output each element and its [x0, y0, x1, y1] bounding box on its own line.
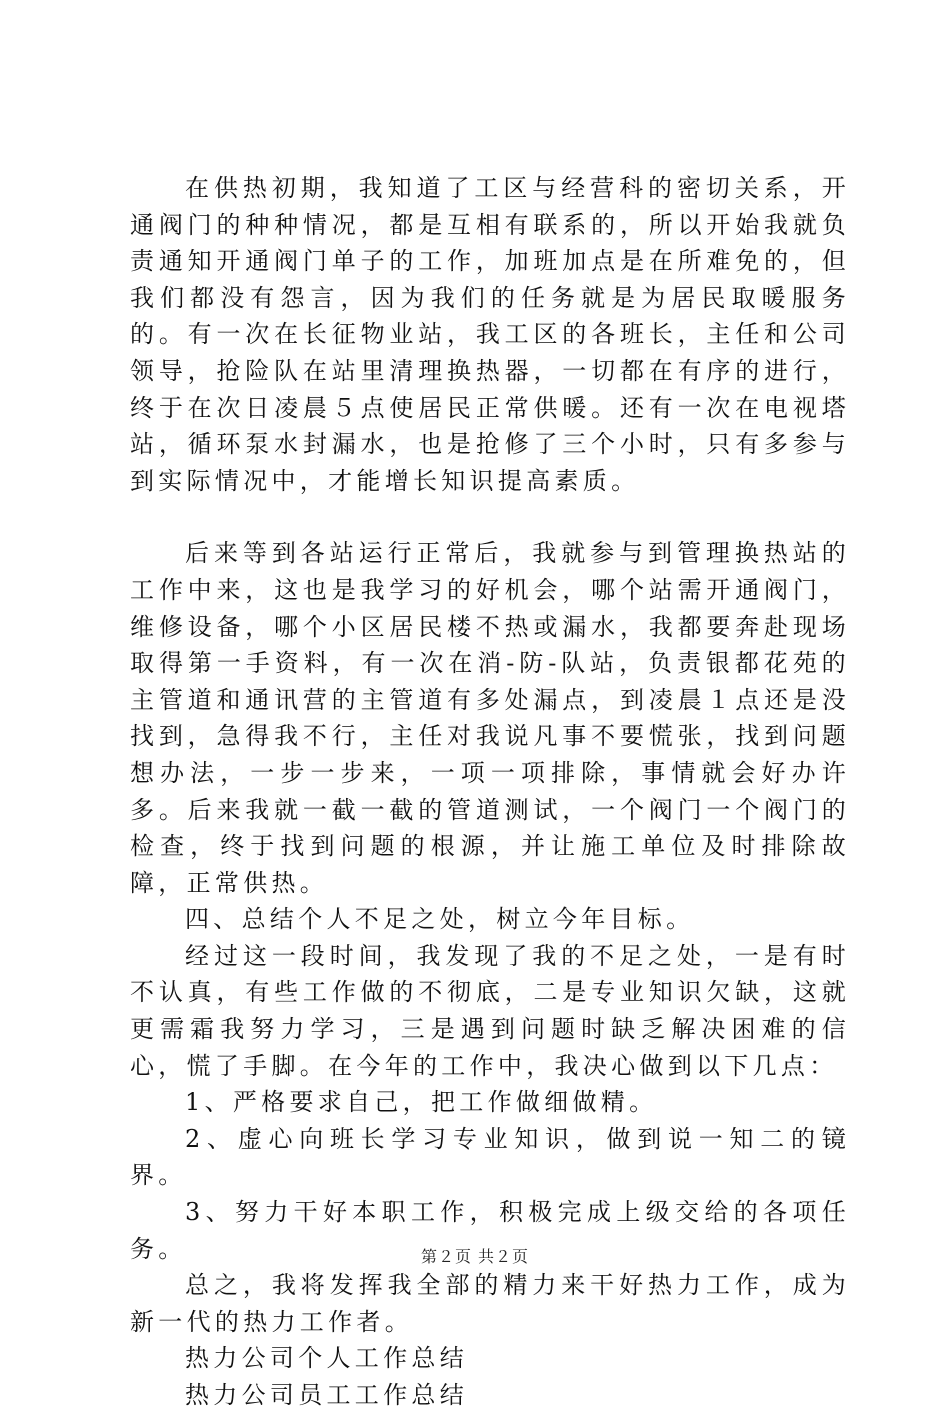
goal-item-2: 2、虚心向班长学习专业知识，做到说一知二的镜界。 — [130, 1124, 850, 1190]
goal-item-3: 3、努力干好本职工作，积极完成上级交给的各项任务。 — [130, 1198, 850, 1263]
section-heading-shortcomings: 四、总结个人不足之处，树立今年目标。 — [185, 905, 695, 934]
paragraph-station-management: 后来等到各站运行正常后，我就参与到管理换热站的工作中来，这也是我学习的好机会，哪个站需开通阀门，维修设备，哪个小区居民楼不热或漏水，我都要奔赴现场取得第一手资料，有一次在消-防-队站，负责银都花苑的主管道和通讯营的主管道有多处漏点，到凌晨１点还是没找到，急得我不行，主任对我说凡事不要慌张，找到问题想办法，一步一步来，一项一项排除，事情就会好办许多。后来我就一截一截的管道测试，一个阀门一个阀门的检查，终于找到问题的根源，并让施工单位及时排除故障，正常供热。 — [130, 539, 850, 897]
document-body — [130, 170, 850, 1414]
paragraph-conclusion: 总之，我将发挥我全部的精力来干好热力工作，成为新一代的热力工作者。 — [130, 1271, 850, 1336]
page-number-footer: 第２页 共２页 — [420, 1247, 530, 1266]
related-title-1: 热力公司个人工作总结 — [185, 1344, 468, 1373]
paragraph-shortcomings: 经过这一段时间，我发现了我的不足之处，一是有时不认真，有些工作做的不彻底，二是专业知识欠缺，这就更需霜我努力学习，三是遇到问题时缺乏解决困难的信心，慌了手脚。在今年的工作中，我决心做到以下几点： — [130, 941, 850, 1080]
paragraph-heating-initial: 在供热初期，我知道了工区与经营科的密切关系，开通阀门的种种情况，都是互相有联系的，所以开始我就负责通知开通阀门单子的工作，加班加点是在所难免的，但我们都没有怨言，因为我们的任务就是为居民取暖服务的。有一次在长征物业站，我工区的各班长，主任和公司领导，抢险队在站里清理换热器，一切都在有序的进行，终于在次日凌晨５点使居民正常供暖。还有一次在电视塔站，循环泵水封漏水，也是抢修了三个小时，只有多参与到实际情况中，才能增长知识提高素质。 — [130, 174, 850, 495]
goal-item-1: 1、严格要求自己，把工作做细做精。 — [185, 1088, 658, 1117]
related-title-2: 热力公司员工工作总结 — [185, 1381, 468, 1409]
